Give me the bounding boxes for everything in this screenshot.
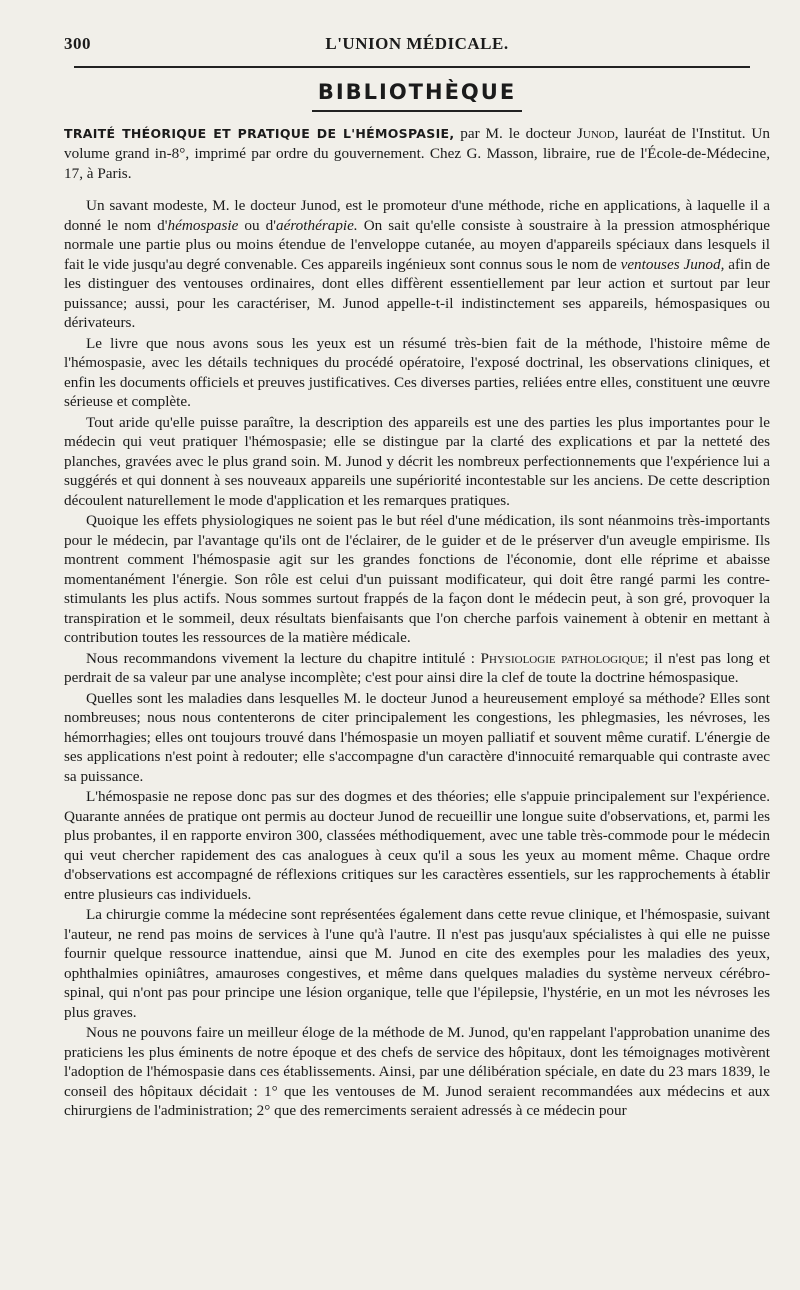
section-title: BIBLIOTHÈQUE bbox=[317, 80, 517, 104]
section-rule bbox=[312, 110, 522, 112]
book-title: TRAITÉ THÉORIQUE ET PRATIQUE DE L'HÉMOSPASIE, bbox=[64, 126, 455, 141]
paragraph-5 bbox=[64, 649, 770, 688]
text-run: ou d' bbox=[238, 216, 276, 234]
paragraph-2: Le livre que nous avons sous les yeux est un résumé très-bien fait de la méthode, l'histoire même de l'hémospasie, avec les détails techniques du procédé opératoire, l'exposé doctrinal, les observations cliniques, et enfin les documents officiels et preuves justificatives. Ces diverses parties, reliées entre elles, constituent une œuvre sérieuse et complète. bbox=[64, 334, 770, 410]
page-number: 300 bbox=[64, 34, 91, 53]
paragraph-3: Tout aride qu'elle puisse paraître, la description des appareils est une des parties les plus importantes pour le médecin qui veut pratiquer l'hémospasie; elle se distingue par la clarté des explications et par la netteté des planches, gravées avec le plus grand soin. M. Junod y décrit les nombreux perfectionnements que l'expérience lui a suggérés et qui donnent à ses nouveaux appareils une supériorité incontestable sur les anciens. De cette description découlent naturellement le mode d'application et les remarques pratiques. bbox=[64, 413, 770, 509]
text-run: Un savant modeste, M. le docteur Junod, est le promoteur d'une méthode, riche en applications, à laquelle il a donné le nom d' bbox=[64, 197, 770, 234]
paragraph-7: L'hémospasie ne repose donc pas sur des dogmes et des théories; elle s'appuie principalement sur l'expérience. Quarante années de pratique ont permis au docteur Junod de recueillir une longue suite d'observations, et, parmi les plus probantes, il en rapporte environ 300, classées méthodiquement, avec une table très-commode pour le médecin qui veut chercher rapidement des cas analogues à ceux qu'il a sous les yeux au moment même. Chaque ordre d'observations est accompagné de réflexions critiques sur les caractères essentiels, sur les rapprochements à établir entre plusieurs cas individuels. bbox=[64, 788, 770, 903]
article-body bbox=[64, 196, 770, 1121]
paragraph-1 bbox=[64, 196, 770, 333]
book-author: Junod bbox=[577, 125, 615, 142]
running-head bbox=[64, 30, 770, 62]
book-reference bbox=[64, 124, 770, 184]
text-run: On sait qu'elle consiste à soustraire à la pression atmosphérique normale une partie plus ou moins étendue de l'enveloppe cutanée, au moyen d'appareils spéciaux dans lesquels il fait le vide jusqu'au degré convenable. Ces appareils ingénieux sont connus sous le nom de bbox=[64, 216, 770, 273]
paragraph-9: Nous ne pouvons faire un meilleur éloge de la méthode de M. Junod, qu'en rappelant l'approbation unanime des praticiens les plus éminents de notre époque et des chefs de service des hôpitaux, dont les témoignages motivèrent l'adoption de l'hémospasie dans ces établissements. Ainsi, par une délibération spéciale, en date du 23 mars 1839, le conseil des hôpitaux décidait : 1° que les ventouses de M. Junod seraient recommandées aux médecins et aux chirurgiens de l'administration; 2° que des remerciments seraient adressés à ce médecin pour bbox=[64, 1024, 770, 1119]
book-ref-rest: , lauréat de l'Institut. Un volume grand in-8°, imprimé par ordre du gouvernement. Chez G. Masson, libraire, rue de l'École-de-Médecine, 17, à Paris. bbox=[64, 125, 770, 182]
text-run: ; il n'est pas long et perdrait de sa valeur par une analyse incomplète; c'est pour ainsi dire la clef de toute la doctrine hémospasique. bbox=[64, 649, 770, 686]
paragraph-8: La chirurgie comme la médecine sont représentées également dans cette revue clinique, et l'hémospasie, suivant l'auteur, ne rend pas moins de services à l'une qu'à l'autre. Il n'est pas jusqu'aux spécialistes à qui elle ne puisse fournir quelque ressource inattendue, ainsi que M. Junod en cite des exemples pour les maladies des yeux, ophthalmies opiniâtres, amauroses congestives, et même dans quelques maladies du système nerveux cérébro-spinal, qui n'ont pas pour principe une lésion organique, telle que l'épilepsie, l'hystérie, en un mot les névroses les plus graves. bbox=[64, 906, 770, 1021]
italic-term: hémospasie bbox=[167, 216, 239, 234]
italic-term: aérothérapie. bbox=[275, 216, 358, 234]
paragraph-4: Quoique les effets physiologiques ne soient pas le but réel d'une médication, ils sont néanmoins très-importants pour le médecin, par l'avantage qu'ils ont de l'éclairer, de le guider et de le préserver d'un aveugle empirisme. Ils montrent comment l'hémospasie agit sur les grandes fonctions de l'économie, dont elle réprime et abaisse momentanément l'énergie. Son rôle est celui d'un puissant modificateur, qui doit être rangé parmi les contre-stimulants les plus actifs. Nous sommes surtout frappés de la façon dont le médecin peut, à son gré, provoquer la transpiration et le sommeil, deux résultats bienfaisants que l'on cherche parfois vainement à obtenir en mettant à contribution toutes les ressources de la matière médicale. bbox=[64, 512, 770, 646]
text-run: Nous recommandons vivement la lecture du chapitre intitulé : bbox=[86, 649, 481, 667]
running-title: L'UNION MÉDICALE. bbox=[325, 34, 509, 53]
italic-term: ventouses Junod, bbox=[620, 255, 725, 273]
book-ref-text: par M. le docteur bbox=[454, 125, 577, 142]
header-rule bbox=[74, 66, 750, 68]
text-run: afin de les distinguer des ventouses ordinaires, dont elles diffèrent essentiellement par leur action et surtout par leur puissance; aussi, pour les caractériser, M. Junod appelle-t-il indistinctement ses appareils, hémospasiques ou dérivateurs. bbox=[64, 255, 770, 331]
paragraph-6: Quelles sont les maladies dans lesquelles M. le docteur Junod a heureusement employé sa méthode? Elles sont nombreuses; nous nous contenterons de citer principalement les congestions, les phlegmasies, les névroses, les hémorrhagies; elles ont toujours trouvé dans l'hémospasie un moyen palliatif et souvent même curatif. L'énergie de ses applications n'est point à redouter; elle s'accompagne d'un caractère d'innocuité remarquable qui contraste avec sa puissance. bbox=[64, 689, 770, 785]
chapter-title: Physiologie pathologique bbox=[480, 649, 645, 667]
